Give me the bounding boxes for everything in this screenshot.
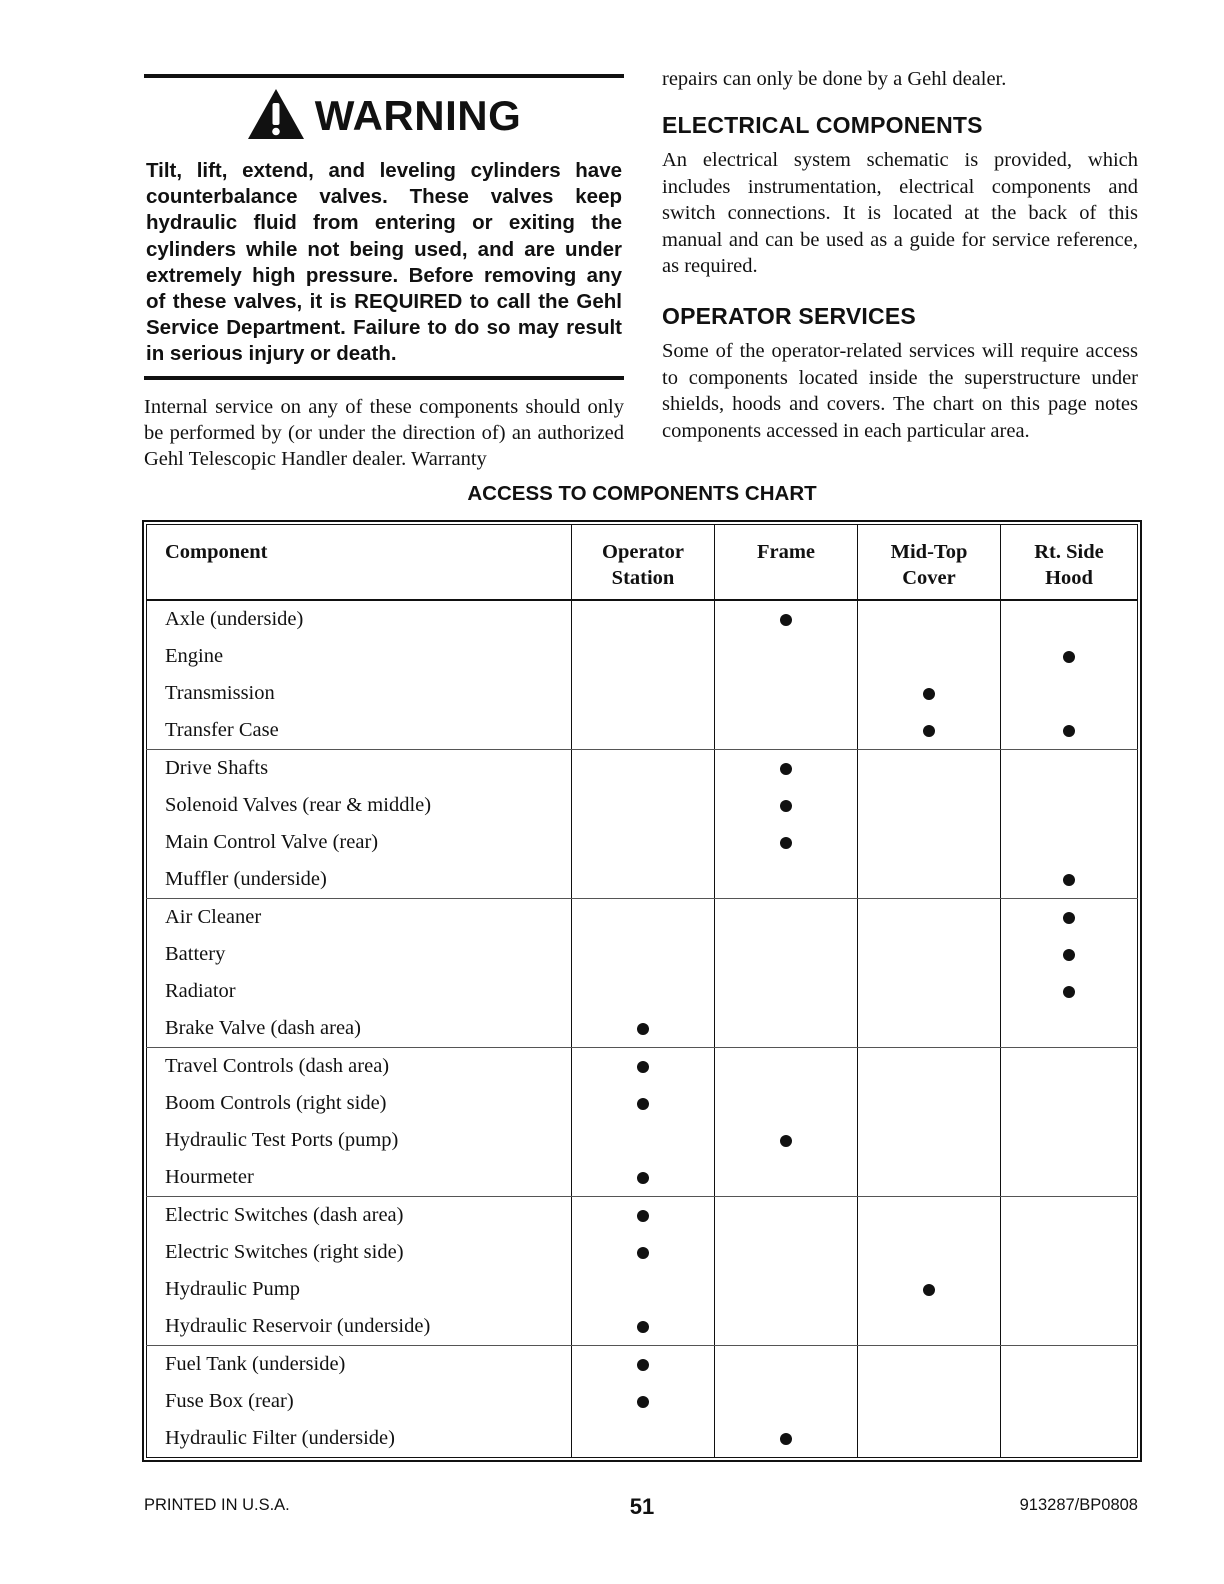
table-row <box>147 1271 1138 1308</box>
access-cell <box>715 1159 858 1197</box>
access-dot-icon <box>780 763 792 775</box>
access-dot-icon <box>923 1284 935 1296</box>
access-cell <box>572 936 715 973</box>
access-dot-icon <box>923 725 935 737</box>
access-cell <box>572 1010 715 1048</box>
access-cell <box>572 1383 715 1420</box>
access-cell <box>715 712 858 750</box>
access-cell <box>858 1085 1001 1122</box>
table-row <box>147 1383 1138 1420</box>
access-cell <box>715 1383 858 1420</box>
access-cell <box>572 1085 715 1122</box>
table-row <box>147 898 1138 936</box>
access-cell <box>715 1085 858 1122</box>
table-row <box>147 1234 1138 1271</box>
access-cell <box>1001 1234 1138 1271</box>
components-chart-frame <box>142 520 1142 1462</box>
component-name: Electric Switches (dash area) <box>147 1196 572 1234</box>
table-row <box>147 638 1138 675</box>
access-cell <box>572 749 715 787</box>
component-name: Main Control Valve (rear) <box>147 824 572 861</box>
table-row <box>147 1122 1138 1159</box>
access-cell <box>572 1047 715 1085</box>
operator-services-heading: OPERATOR SERVICES <box>662 303 916 330</box>
footer-printed: PRINTED IN U.S.A. <box>144 1496 290 1514</box>
access-cell <box>715 973 858 1010</box>
access-cell <box>1001 861 1138 899</box>
component-name: Hydraulic Test Ports (pump) <box>147 1122 572 1159</box>
access-dot-icon <box>1063 651 1075 663</box>
access-cell <box>1001 1010 1138 1048</box>
table-row <box>147 1420 1138 1458</box>
access-cell <box>715 1047 858 1085</box>
access-cell <box>715 1196 858 1234</box>
access-cell <box>858 898 1001 936</box>
access-cell <box>1001 1047 1138 1085</box>
electrical-paragraph: An electrical system schematic is provided, which includes instrumentation, electrical components and switch connections. It is located at the back of this manual and can be used as a guide for service reference, as required. <box>662 149 1138 278</box>
access-dot-icon <box>923 688 935 700</box>
warning-heading <box>144 82 624 150</box>
access-cell <box>715 1271 858 1308</box>
access-cell <box>1001 1159 1138 1197</box>
access-cell <box>715 1308 858 1346</box>
access-cell <box>715 898 858 936</box>
access-cell <box>1001 1383 1138 1420</box>
chart-header-row <box>147 525 1138 601</box>
continued-paragraph: repairs can only be done by a Gehl dealer. <box>662 68 1007 90</box>
access-cell <box>572 600 715 638</box>
access-cell <box>715 824 858 861</box>
table-row <box>147 600 1138 638</box>
table-row <box>147 1085 1138 1122</box>
warning-bottom-rule <box>144 376 624 380</box>
component-name: Fuel Tank (underside) <box>147 1345 572 1383</box>
component-name: Drive Shafts <box>147 749 572 787</box>
access-cell <box>1001 1271 1138 1308</box>
access-cell <box>858 787 1001 824</box>
access-cell <box>1001 973 1138 1010</box>
access-dot-icon <box>1063 949 1075 961</box>
access-cell <box>1001 638 1138 675</box>
access-cell <box>1001 600 1138 638</box>
access-cell <box>572 675 715 712</box>
component-name: Boom Controls (right side) <box>147 1085 572 1122</box>
access-cell <box>858 1196 1001 1234</box>
access-dot-icon <box>637 1023 649 1035</box>
access-cell <box>858 1308 1001 1346</box>
access-cell <box>1001 1085 1138 1122</box>
access-dot-icon <box>637 1172 649 1184</box>
access-cell <box>572 1196 715 1234</box>
component-name: Solenoid Valves (rear & middle) <box>147 787 572 824</box>
table-row <box>147 973 1138 1010</box>
header-operator-station: Operator Station <box>572 525 715 601</box>
access-cell <box>572 898 715 936</box>
access-cell <box>1001 1308 1138 1346</box>
access-cell <box>858 973 1001 1010</box>
component-name: Hourmeter <box>147 1159 572 1197</box>
page-number: 51 <box>629 1494 655 1519</box>
access-dot-icon <box>1063 725 1075 737</box>
component-name: Engine <box>147 638 572 675</box>
access-cell <box>1001 1122 1138 1159</box>
access-cell <box>572 638 715 675</box>
operator-services-paragraph: Some of the operator-related services will require access to components located inside the superstructure under shields, hoods and covers. The chart on this page notes components accessed in each particular area. <box>662 340 1138 442</box>
access-dot-icon <box>1063 986 1075 998</box>
table-row <box>147 1010 1138 1048</box>
access-cell <box>858 1010 1001 1048</box>
components-chart <box>146 524 1138 1458</box>
access-dot-icon <box>780 1433 792 1445</box>
access-cell <box>858 1383 1001 1420</box>
component-name: Transfer Case <box>147 712 572 750</box>
access-cell <box>1001 675 1138 712</box>
header-mid-top-cover: Mid-Top Cover <box>858 525 1001 601</box>
warning-triangle-icon <box>247 88 305 145</box>
warning-title: WARNING <box>314 92 522 139</box>
access-dot-icon <box>637 1359 649 1371</box>
access-cell <box>572 973 715 1010</box>
left-column <box>144 74 624 473</box>
access-cell <box>858 824 1001 861</box>
component-name: Hydraulic Filter (underside) <box>147 1420 572 1458</box>
access-cell <box>858 861 1001 899</box>
access-cell <box>1001 1196 1138 1234</box>
access-cell <box>715 787 858 824</box>
component-name: Transmission <box>147 675 572 712</box>
access-cell <box>715 675 858 712</box>
access-cell <box>858 1420 1001 1458</box>
access-cell <box>858 936 1001 973</box>
access-cell <box>572 861 715 899</box>
access-dot-icon <box>780 614 792 626</box>
access-cell <box>1001 936 1138 973</box>
access-cell <box>572 1308 715 1346</box>
access-dot-icon <box>1063 912 1075 924</box>
component-name: Fuse Box (rear) <box>147 1383 572 1420</box>
internal-service-paragraph: Internal service on any of these components should only be performed by (or under the direction of) an authorized Gehl Telescopic Handler dealer. Warranty <box>144 395 624 471</box>
access-cell <box>858 1047 1001 1085</box>
header-component: Component <box>147 525 572 601</box>
table-row <box>147 1047 1138 1085</box>
component-name: Brake Valve (dash area) <box>147 1010 572 1048</box>
access-cell <box>715 1234 858 1271</box>
component-name: Hydraulic Reservoir (underside) <box>147 1308 572 1346</box>
access-cell <box>715 749 858 787</box>
access-cell <box>1001 1345 1138 1383</box>
component-name: Axle (underside) <box>147 600 572 638</box>
access-cell <box>858 638 1001 675</box>
access-cell <box>572 1234 715 1271</box>
access-cell <box>858 1159 1001 1197</box>
chart-title: ACCESS TO COMPONENTS CHART <box>467 482 817 505</box>
right-column <box>662 66 1138 444</box>
table-row <box>147 749 1138 787</box>
electrical-heading: ELECTRICAL COMPONENTS <box>662 112 983 139</box>
warning-top-rule <box>144 74 624 78</box>
access-cell <box>858 749 1001 787</box>
access-cell <box>858 1345 1001 1383</box>
access-cell <box>858 1234 1001 1271</box>
component-name: Radiator <box>147 973 572 1010</box>
header-frame: Frame <box>715 525 858 601</box>
access-cell <box>858 675 1001 712</box>
table-row <box>147 675 1138 712</box>
table-row <box>147 1308 1138 1346</box>
access-cell <box>1001 898 1138 936</box>
access-cell <box>572 824 715 861</box>
access-dot-icon <box>637 1061 649 1073</box>
access-cell <box>715 861 858 899</box>
table-row <box>147 1159 1138 1197</box>
table-row <box>147 936 1138 973</box>
component-name: Muffler (underside) <box>147 861 572 899</box>
access-cell <box>715 1122 858 1159</box>
table-row <box>147 1345 1138 1383</box>
access-cell <box>715 1420 858 1458</box>
access-cell <box>572 1271 715 1308</box>
access-cell <box>572 712 715 750</box>
access-cell <box>715 1345 858 1383</box>
access-cell <box>572 1420 715 1458</box>
access-cell <box>715 600 858 638</box>
access-cell <box>1001 787 1138 824</box>
chart-body <box>147 600 1138 1458</box>
access-cell <box>858 1122 1001 1159</box>
component-name: Electric Switches (right side) <box>147 1234 572 1271</box>
access-dot-icon <box>637 1098 649 1110</box>
access-cell <box>1001 749 1138 787</box>
access-dot-icon <box>637 1247 649 1259</box>
component-name: Travel Controls (dash area) <box>147 1047 572 1085</box>
table-row <box>147 861 1138 899</box>
component-name: Battery <box>147 936 572 973</box>
warning-text: Tilt, lift, extend, and leveling cylinders have counterbalance valves. These valves keep hydraulic fluid from entering or exiting the cylinders while not being used, and are under extremely high pressure. Before removing any of these valves, it is REQUIRED to call the Gehl Service Department. Failure to do so may result in serious injury or death. <box>146 159 622 366</box>
access-cell <box>572 1159 715 1197</box>
table-row <box>147 824 1138 861</box>
table-row <box>147 712 1138 750</box>
access-cell <box>715 638 858 675</box>
access-dot-icon <box>780 1135 792 1147</box>
access-cell <box>858 1271 1001 1308</box>
access-cell <box>1001 1420 1138 1458</box>
access-cell <box>715 936 858 973</box>
access-cell <box>1001 712 1138 750</box>
access-cell <box>572 1345 715 1383</box>
access-cell <box>1001 824 1138 861</box>
table-row <box>147 1196 1138 1234</box>
access-dot-icon <box>780 837 792 849</box>
access-dot-icon <box>637 1396 649 1408</box>
header-rt-side-hood: Rt. Side Hood <box>1001 525 1138 601</box>
access-cell <box>858 600 1001 638</box>
table-row <box>147 787 1138 824</box>
footer-doc-number: 913287/BP0808 <box>1019 1496 1138 1514</box>
access-cell <box>572 1122 715 1159</box>
access-cell <box>858 712 1001 750</box>
access-dot-icon <box>780 800 792 812</box>
access-cell <box>572 787 715 824</box>
access-dot-icon <box>1063 874 1075 886</box>
component-name: Hydraulic Pump <box>147 1271 572 1308</box>
access-cell <box>715 1010 858 1048</box>
access-dot-icon <box>637 1210 649 1222</box>
component-name: Air Cleaner <box>147 898 572 936</box>
access-dot-icon <box>637 1321 649 1333</box>
